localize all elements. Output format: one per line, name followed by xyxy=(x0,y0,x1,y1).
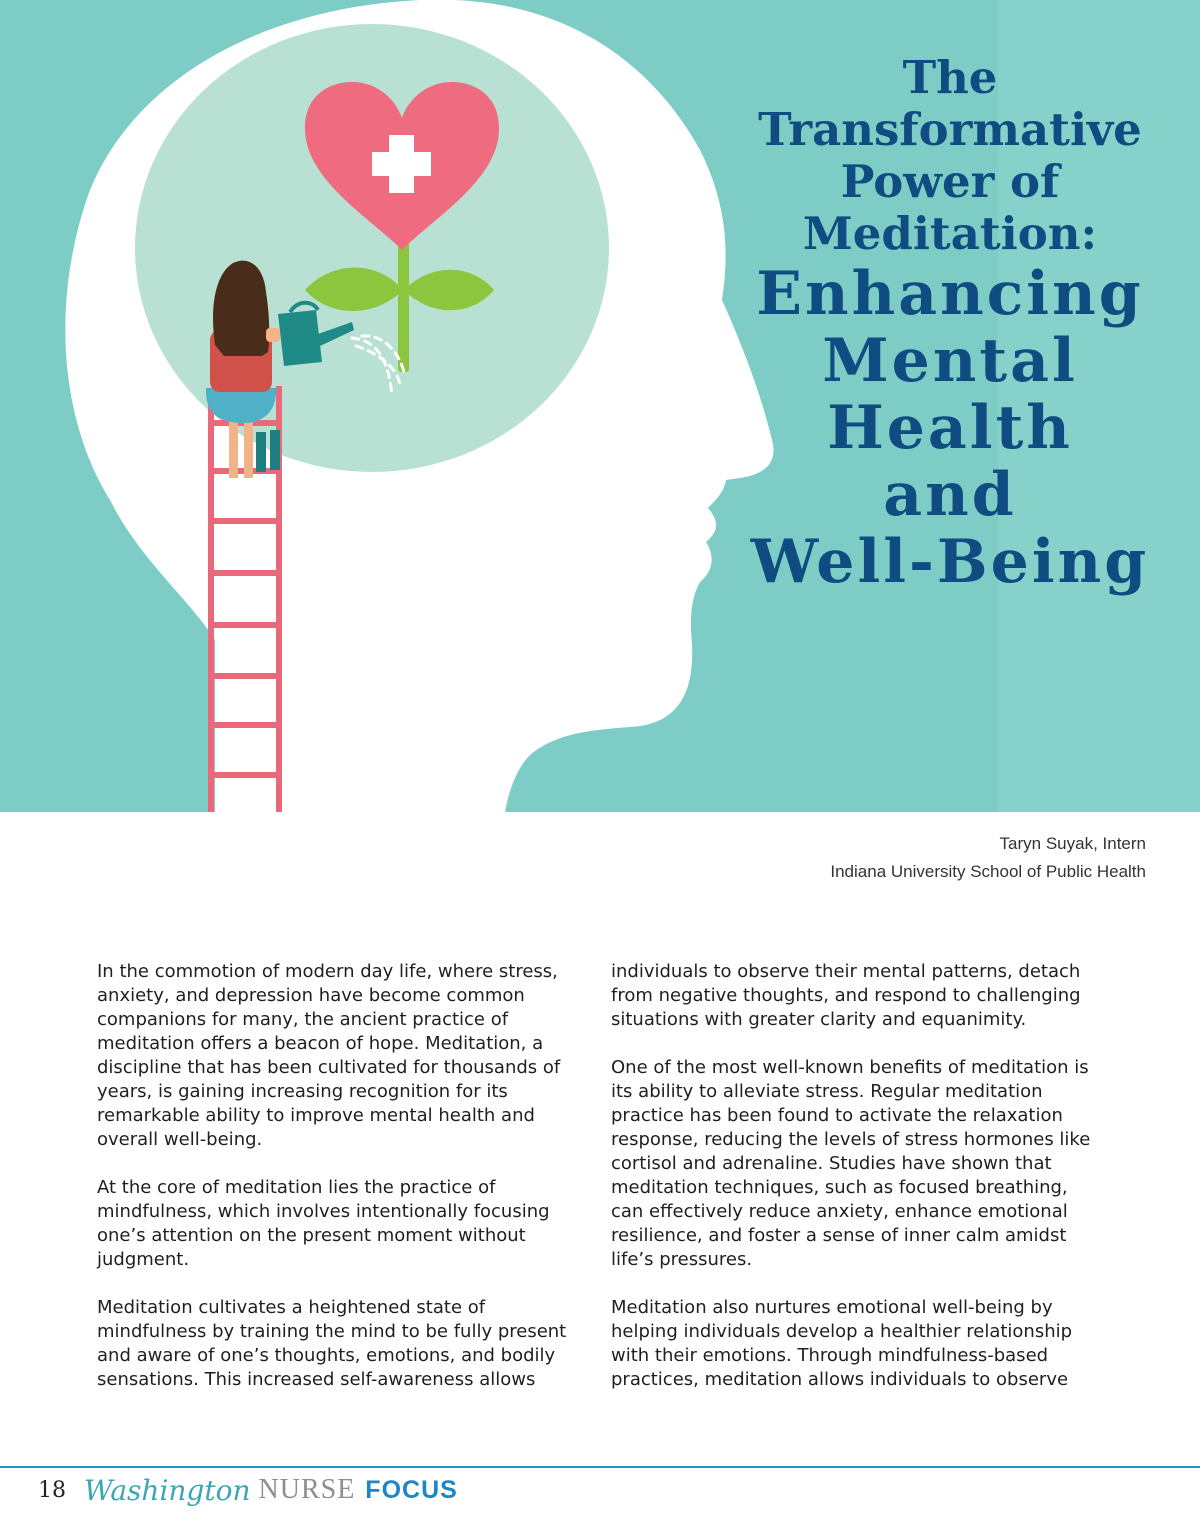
magazine-logo-focus: FOCUS xyxy=(365,1475,458,1504)
article-title xyxy=(700,52,1200,595)
page-number: 18 xyxy=(38,1477,66,1503)
page-footer xyxy=(38,1470,458,1510)
paragraph: At the core of meditation lies the practice of mindfulness, which involves intentionally focusing one’s attention on the present moment without judgment. xyxy=(97,1177,550,1270)
paragraph: One of the most well-known benefits of meditation is its ability to alleviate stress. Regular meditation practice has been found to activate the relaxation response, reducing the levels of stress hormones like cortisol and adrenaline. Studies have shown that meditation techniques, such as focused breathing, can effectively reduce anxiety, enhance emotional resilience, and foster a sense of inner calm amidst life’s pressures. xyxy=(611,1057,1091,1270)
title-line-5: Enhancing xyxy=(756,259,1144,329)
paragraph: individuals to observe their mental patterns, detach from negative thoughts, and respond to challenging situations with greater clarity and equanimity. xyxy=(611,961,1081,1030)
magazine-logo-script: Washington xyxy=(84,1473,251,1507)
paragraph: In the commotion of modern day life, where stress, anxiety, and depression have become common companions for many, the ancient practice of meditation offers a beacon of hope. Meditation, a discipline that has been cultivated for thousands of years, is gaining increasing recognition for its remarkable ability to improve mental health and overall well-being. xyxy=(97,961,561,1150)
magazine-logo-nurse: NURSE xyxy=(258,1474,356,1505)
article-column-right xyxy=(611,960,1101,1416)
article-column-left xyxy=(97,960,587,1416)
title-line-7: Health xyxy=(827,393,1073,463)
byline xyxy=(830,830,1146,886)
title-line-2: Transformative xyxy=(758,103,1142,156)
footer-divider xyxy=(0,1466,1200,1468)
author-affiliation: Indiana University School of Public Health xyxy=(830,862,1146,881)
paragraph: Meditation cultivates a heightened state of mindfulness by training the mind to be fully present and aware of one’s thoughts, emotions, and bodily sensations. This increased self-awareness allows xyxy=(97,1297,567,1390)
title-line-6: Mental xyxy=(822,326,1078,396)
title-line-1: The xyxy=(902,51,998,104)
title-line-9: Well-Being xyxy=(750,527,1150,597)
author-name: Taryn Suyak, Intern xyxy=(999,834,1146,853)
paragraph: Meditation also nurtures emotional well-being by helping individuals develop a healthier relationship with their emotions. Through mindfulness-based practices, meditation allows individuals to observe xyxy=(611,1297,1073,1390)
title-line-4: Meditation: xyxy=(802,207,1098,260)
title-line-3: Power of xyxy=(840,155,1060,208)
title-line-8: and xyxy=(883,460,1017,530)
